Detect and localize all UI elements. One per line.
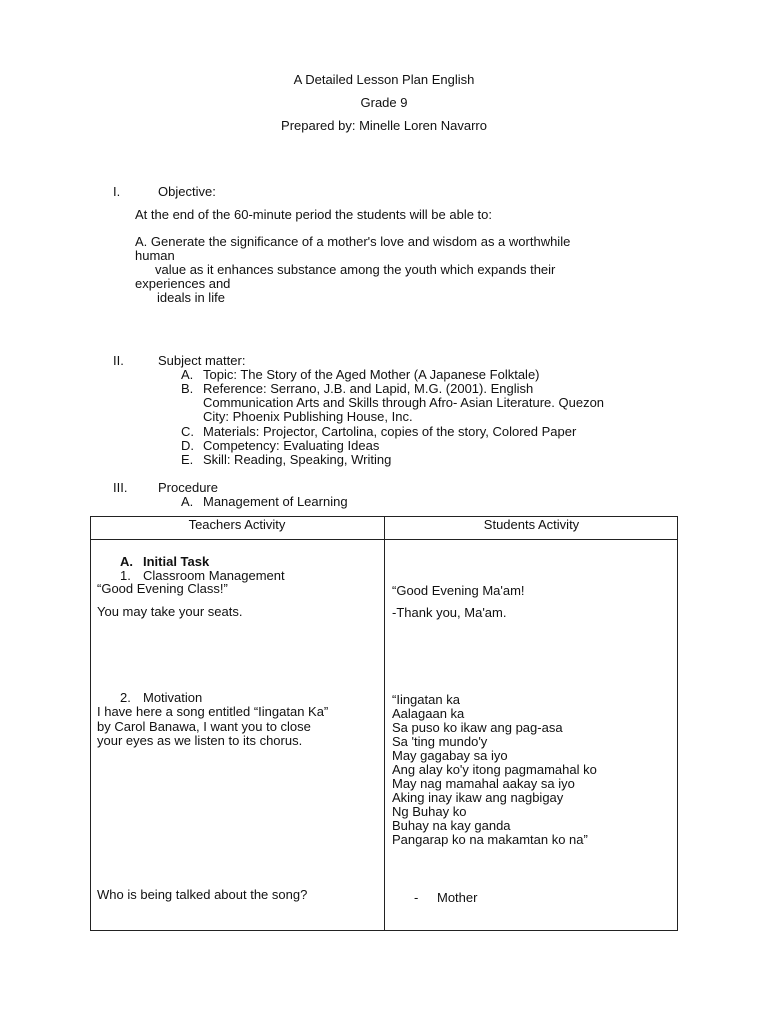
objective-item-line3: value as it enhances substance among the youth which expands their	[155, 262, 556, 277]
procedure-numeral: III.	[113, 480, 128, 495]
lyric-line: May gagabay sa iyo	[392, 748, 508, 763]
objective-item-text: . Generate the significance of a mother's love and wisdom as a worthwhile	[143, 234, 571, 249]
subject-item-text: Topic: The Story of the Aged Mother (A Japanese Folktale)	[203, 367, 540, 382]
classroom-mgmt-num: 1.	[120, 568, 131, 583]
procedure-sub-heading: Management of Learning	[203, 494, 348, 509]
objective-item-line2: human	[135, 248, 175, 263]
student-greeting: “Good Evening Ma'am!	[392, 583, 525, 598]
procedure-sub-letter: A.	[181, 494, 194, 509]
subject-item-letter: C.	[181, 424, 194, 439]
objective-item	[135, 234, 570, 249]
objective-item-line5: ideals in life	[157, 290, 225, 305]
table-header-divider	[90, 539, 678, 540]
objective-item-line4: experiences and	[135, 276, 231, 291]
student-thanks: -Thank you, Ma'am.	[392, 605, 507, 620]
answer-dash: -	[414, 890, 419, 905]
students-activity-header: Students Activity	[483, 517, 580, 532]
lyric-line: May nag mamahal aakay sa iyo	[392, 776, 575, 791]
lyric-line: Aalagaan ka	[392, 706, 465, 721]
subject-item-letter: B.	[181, 381, 194, 396]
lyric-line: Ang alay ko'y itong pagmamahal ko	[392, 762, 597, 777]
objective-item-letter: A	[135, 234, 144, 249]
subject-item-text: Reference: Serrano, J.B. and Lapid, M.G. (2001). English	[203, 381, 534, 396]
teacher-question: Who is being talked about the song?	[97, 887, 308, 902]
lyric-line: Ng Buhay ko	[392, 804, 467, 819]
procedure-heading: Procedure	[158, 480, 218, 495]
subject-item-text: City: Phoenix Publishing House, Inc.	[203, 409, 413, 424]
teacher-greeting: “Good Evening Class!”	[97, 581, 228, 596]
teacher-song-line: by Carol Banawa, I want you to close	[97, 719, 311, 734]
subject-item-letter: E.	[181, 452, 194, 467]
objective-intro: At the end of the 60-minute period the students will be able to:	[135, 207, 493, 222]
objective-numeral: I.	[113, 184, 121, 199]
subject-item-text: Competency: Evaluating Ideas	[203, 438, 380, 453]
initial-task-letter: A.	[120, 554, 133, 569]
motivation-num: 2.	[120, 690, 131, 705]
lyric-line: Buhay na kay ganda	[392, 818, 511, 833]
teacher-song-line: I have here a song entitled “Iingatan Ka”	[97, 704, 329, 719]
teachers-activity-header: Teachers Activity	[188, 517, 286, 532]
subject-item-text: Materials: Projector, Cartolina, copies of the story, Colored Paper	[203, 424, 577, 439]
teacher-seats: You may take your seats.	[97, 604, 243, 619]
prepared-by: Prepared by: Minelle Loren Navarro	[281, 118, 487, 133]
lyric-line: Sa puso ko ikaw ang pag-asa	[392, 720, 563, 735]
subject-numeral: II.	[113, 353, 124, 368]
lyric-line: Aking inay ikaw ang nagbigay	[392, 790, 564, 805]
table-column-divider	[384, 516, 385, 931]
lyric-line: “Iingatan ka	[392, 692, 460, 707]
student-answer: Mother	[437, 890, 478, 905]
subject-item-letter: D.	[181, 438, 194, 453]
motivation-heading: Motivation	[143, 690, 203, 705]
classroom-mgmt-heading: Classroom Management	[143, 568, 285, 583]
subject-item-letter: A.	[181, 367, 194, 382]
grade-label: Grade 9	[360, 95, 408, 110]
subject-item-text: Communication Arts and Skills through Afro- Asian Literature. Quezon	[203, 395, 605, 410]
objective-heading: Objective:	[158, 184, 216, 199]
lyric-line: Pangarap ko na makamtan ko na”	[392, 832, 588, 847]
document-title: A Detailed Lesson Plan English	[293, 72, 475, 87]
teacher-song-line: your eyes as we listen to its chorus.	[97, 733, 303, 748]
lyric-line: Sa 'ting mundo'y	[392, 734, 488, 749]
subject-item-text: Skill: Reading, Speaking, Writing	[203, 452, 392, 467]
initial-task-heading: Initial Task	[143, 554, 210, 569]
subject-heading: Subject matter:	[158, 353, 246, 368]
